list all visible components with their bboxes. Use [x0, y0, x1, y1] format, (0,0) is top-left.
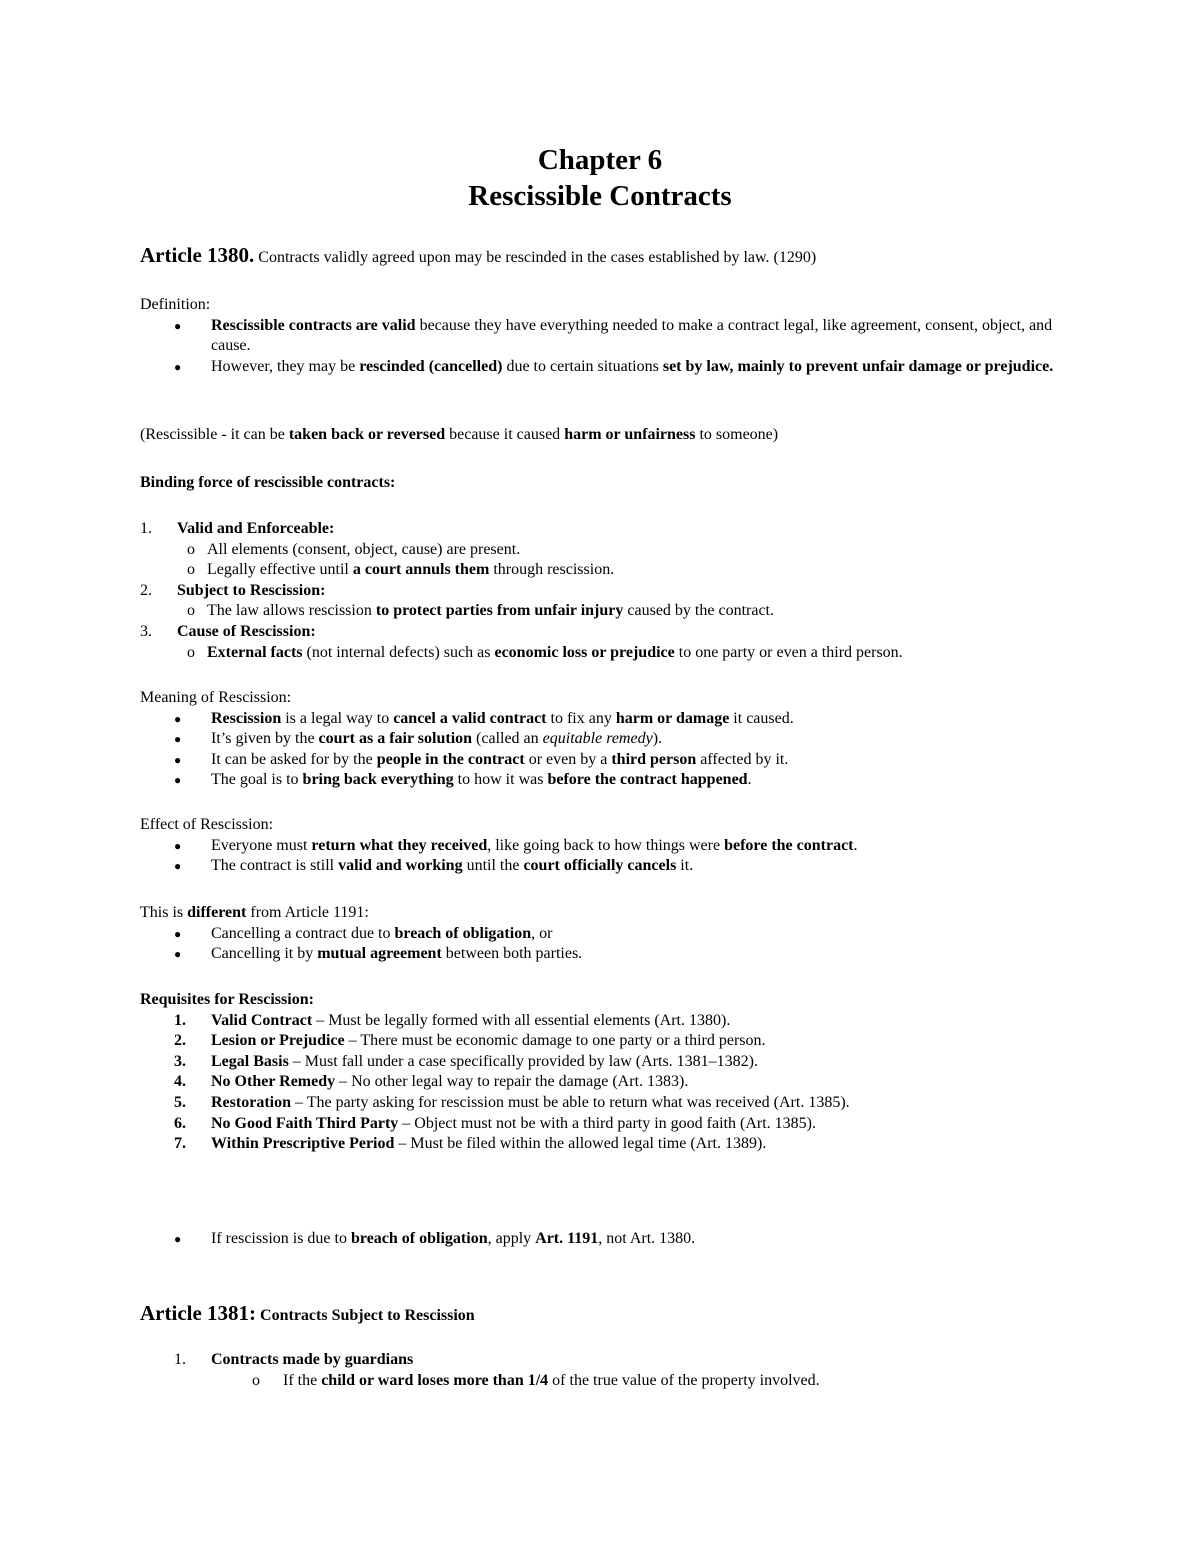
bold-text: a court annuls them [352, 561, 490, 579]
bold-text: cancel a valid contract [393, 709, 547, 727]
item-label: Cause of Rescission: [177, 622, 316, 640]
sub-list-item [140, 601, 1080, 622]
list-item [140, 944, 1080, 965]
list-number: 2. [174, 1032, 186, 1050]
article-1381-subtitle: Contracts Subject to Rescission [256, 1307, 475, 1324]
article-1381-heading: Article 1381: [140, 1301, 257, 1325]
bold-text: court officially cancels [523, 857, 677, 875]
text: – Object must not be with a third party in good faith (Art. 1385). [398, 1114, 816, 1132]
text: It can be asked for by the [211, 750, 377, 768]
meaning-section [140, 688, 1080, 791]
bold-text: to protect parties from unfair injury [375, 602, 624, 620]
text: it caused. [729, 709, 794, 727]
sub-list-item [140, 560, 1080, 581]
bold-text: return what they received [311, 836, 488, 854]
text: All elements (consent, object, cause) are present. [207, 540, 521, 558]
list-item [140, 519, 1080, 581]
list-item [140, 1011, 1080, 1032]
italic-text: equitable remedy [542, 730, 653, 748]
list-item [140, 1350, 1080, 1391]
meaning-label: Meaning of Rescission: [140, 689, 292, 706]
text: Cancelling a contract due to [211, 924, 395, 942]
article-1381-section [140, 1350, 1080, 1391]
list-item [140, 924, 1080, 945]
text: – Must be filed within the allowed legal time (Art. 1389). [394, 1135, 767, 1153]
text: from Article 1191: [246, 904, 369, 921]
list-item [140, 1072, 1080, 1093]
list-item [140, 856, 1080, 877]
list-number: 2. [140, 581, 152, 599]
article-1380-heading: Article 1380. [140, 243, 255, 267]
sub-list [140, 540, 1080, 581]
chapter-name: Rescissible Contracts [468, 180, 732, 212]
requisites-section [140, 990, 1080, 1155]
bold-text: taken back or reversed [288, 426, 446, 443]
definition-section [140, 295, 1080, 377]
list-number: 1. [174, 1351, 186, 1368]
bold-text: third person [611, 750, 697, 768]
list-number: 3. [140, 622, 152, 640]
bold-text: different [187, 904, 247, 921]
different-list [140, 924, 1080, 965]
bold-text: mutual agreement [317, 945, 442, 963]
item-label: Lesion or Prejudice [211, 1032, 345, 1050]
bold-text: External facts [207, 643, 303, 661]
text: If rescission is due to [211, 1230, 351, 1247]
text: of the true value of the property involved. [548, 1371, 820, 1389]
sub-list-item [140, 540, 1080, 561]
list-item [140, 750, 1080, 771]
text: to fix any [546, 709, 616, 727]
list-number: 1. [140, 520, 152, 537]
bold-text: bring back everything [302, 771, 454, 789]
bold-text: breach of obligation [394, 924, 532, 942]
chapter-title [0, 142, 1200, 214]
list-item [140, 729, 1080, 750]
text: to one party or even a third person. [674, 643, 903, 661]
requisites-list [140, 1011, 1080, 1155]
list-number: 5. [174, 1093, 186, 1111]
text: – Must fall under a case specifically provided by law (Arts. 1381–1382). [288, 1052, 759, 1070]
text: – Must be legally formed with all essential elements (Art. 1380). [312, 1011, 731, 1029]
list-number: 3. [174, 1052, 186, 1070]
definition-label: Definition: [140, 296, 211, 313]
list-item [140, 1114, 1080, 1135]
article-1381-list [140, 1350, 1080, 1391]
text: If the [283, 1371, 322, 1389]
bold-text: rescinded (cancelled) [359, 357, 503, 375]
different-intro [140, 903, 1080, 924]
bold-text: child or ward loses more than 1/4 [321, 1371, 549, 1389]
chapter-number: Chapter 6 [537, 144, 663, 176]
text: Cancelling it by [211, 945, 318, 963]
text: until the [462, 857, 524, 875]
list-number: 7. [174, 1135, 186, 1153]
list-item [140, 357, 1080, 378]
item-label: No Good Faith Third Party [211, 1114, 399, 1132]
text: caused by the contract. [623, 602, 774, 620]
definition-list [140, 316, 1080, 378]
bold-text: before the contract [724, 836, 854, 854]
list-number: 6. [174, 1114, 186, 1132]
list-item [140, 1052, 1080, 1073]
text: Legally effective until [207, 561, 353, 579]
item-label: Subject to Rescission: [177, 581, 326, 599]
item-label: Legal Basis [211, 1052, 289, 1070]
text: between both parties. [441, 945, 583, 963]
text: The goal is to [211, 771, 303, 789]
list-item [140, 622, 1080, 663]
item-label: Valid and Enforceable: [177, 520, 335, 537]
sub-list-item [140, 643, 1080, 664]
text: However, they may be [211, 357, 360, 375]
section-heading: Requisites for Rescission: [140, 991, 314, 1008]
list-item [140, 581, 1080, 622]
breach-note-section [140, 1229, 1080, 1250]
text: to how it was [453, 771, 548, 789]
text: . [747, 771, 752, 789]
item-label: Contracts made by guardians [211, 1351, 414, 1368]
text: (not internal defects) such as [302, 643, 495, 661]
bold-text: set by law, mainly to prevent unfair damage or prejudice. [662, 357, 1054, 375]
requisites-heading [140, 990, 1080, 1011]
list-item [140, 1134, 1080, 1155]
different-section [140, 903, 1080, 965]
article-1380-text: Contracts validly agreed upon may be rescinded in the cases established by law. (1290) [254, 249, 817, 266]
bold-text: harm or damage [615, 709, 730, 727]
rescissible-note [140, 425, 1080, 446]
bold-text: Art. 1191 [535, 1230, 599, 1247]
list-number: 4. [174, 1073, 186, 1091]
text: is a legal way to [281, 709, 394, 727]
text: because it caused [445, 426, 565, 443]
text: It’s given by the [211, 730, 319, 748]
text: Everyone must [211, 836, 312, 854]
section-heading: Binding force of rescissible contracts: [140, 474, 396, 491]
article-1380-paragraph [140, 245, 1080, 269]
effect-label: Effect of Rescission: [140, 816, 274, 833]
item-label: Valid Contract [211, 1011, 313, 1029]
effect-list [140, 836, 1080, 877]
bold-text: court as a fair solution [318, 730, 473, 748]
sub-list [140, 643, 1080, 664]
text: This is [140, 904, 188, 921]
text: , not Art. 1380. [598, 1230, 696, 1247]
sub-list [140, 1371, 1080, 1392]
text: to someone) [695, 426, 779, 443]
breach-note-list [140, 1229, 1080, 1250]
text: because they have everything needed to make a contract legal, like agreement, consent, object, and cause. [211, 316, 1053, 355]
text: it. [676, 857, 694, 875]
bold-text: economic loss or prejudice [494, 643, 675, 661]
list-item [140, 1229, 1080, 1250]
text: , or [531, 924, 553, 942]
sub-list-item [140, 1371, 1080, 1392]
text: – The party asking for rescission must be able to return what was received (Art. 1385). [290, 1093, 850, 1111]
text: – No other legal way to repair the damage (Art. 1383). [335, 1073, 689, 1091]
binding-force-section [140, 519, 1080, 663]
text: The law allows rescission [207, 602, 376, 620]
bold-text: before the contract happened [547, 771, 748, 789]
text: ). [652, 730, 663, 748]
text: due to certain situations [502, 357, 663, 375]
list-item [140, 316, 1080, 357]
bold-text: Rescission [211, 709, 282, 727]
text: through rescission. [489, 561, 615, 579]
text: or even by a [524, 750, 612, 768]
item-label: Restoration [211, 1093, 291, 1111]
effect-section [140, 815, 1080, 877]
text: – There must be economic damage to one party or a third person. [344, 1032, 766, 1050]
text: , like going back to how things were [487, 836, 725, 854]
text: affected by it. [696, 750, 789, 768]
bold-text: valid and working [338, 857, 463, 875]
text: The contract is still [211, 857, 339, 875]
text: (called an [472, 730, 543, 748]
meaning-list [140, 709, 1080, 791]
list-item [140, 770, 1080, 791]
sub-list [140, 601, 1080, 622]
list-number: 1. [174, 1011, 186, 1029]
item-label: Within Prescriptive Period [211, 1135, 395, 1153]
list-item [140, 1031, 1080, 1052]
item-label: No Other Remedy [211, 1073, 336, 1091]
text: (Rescissible - it can be [140, 426, 289, 443]
bold-text: Rescissible contracts are valid [211, 316, 416, 334]
binding-force-list [140, 519, 1080, 663]
text: , apply [487, 1230, 536, 1247]
list-item [140, 836, 1080, 857]
binding-force-heading [140, 473, 1080, 494]
bold-text: harm or unfairness [564, 426, 696, 443]
bold-text: people in the contract [376, 750, 525, 768]
list-item [140, 1093, 1080, 1114]
bold-text: breach of obligation [350, 1230, 488, 1247]
text: . [853, 836, 858, 854]
article-1381-heading-line [140, 1303, 1080, 1327]
list-item [140, 709, 1080, 730]
